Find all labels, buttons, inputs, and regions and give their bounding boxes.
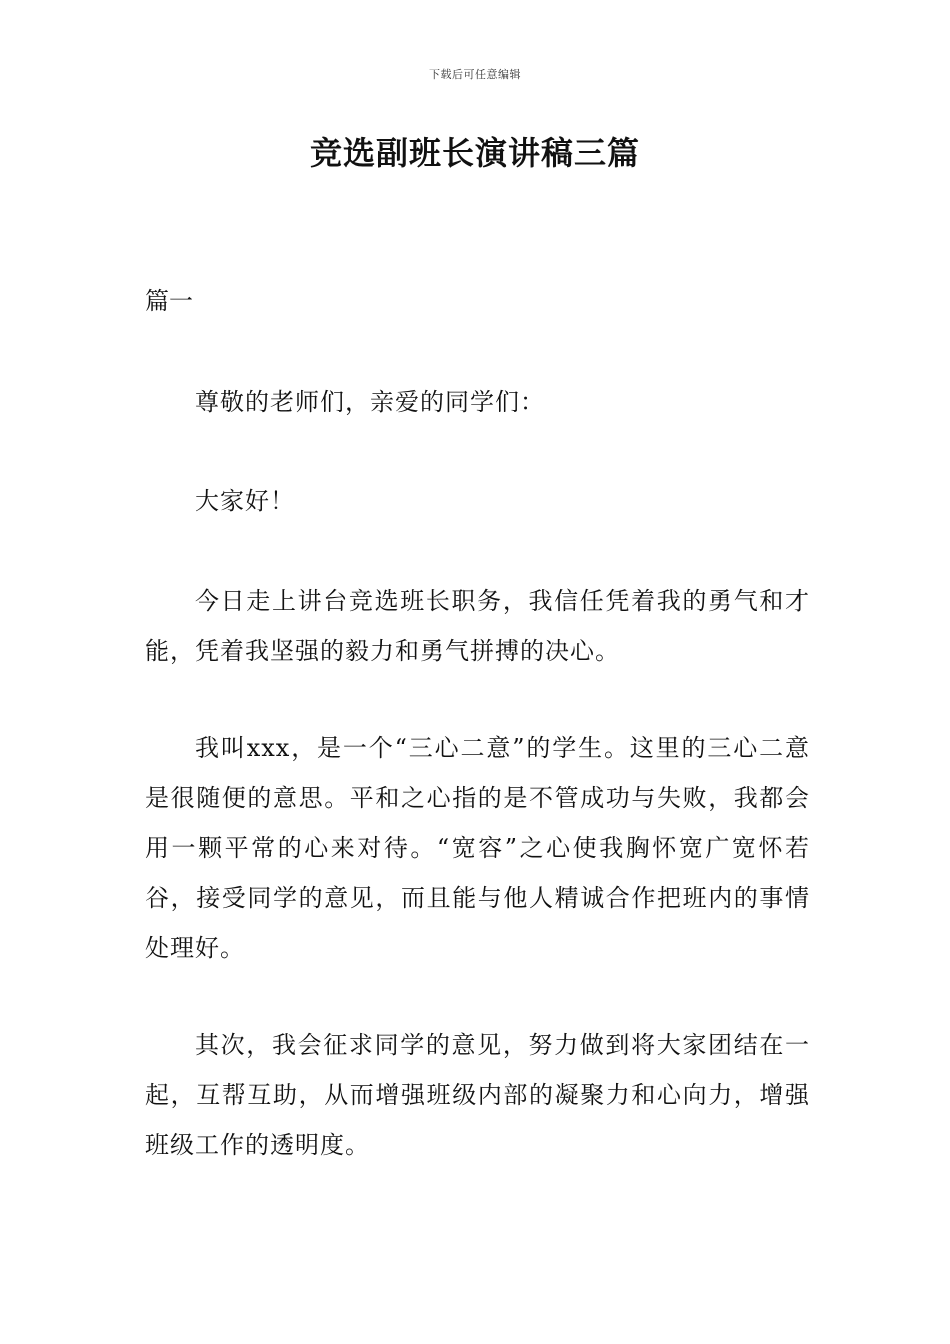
document-title: 竞选副班长演讲稿三篇 [309, 134, 640, 172]
paragraph-intro: 今日走上讲台竞选班长职务，我信任凭着我的勇气和才能，凭着我坚强的毅力和勇气拼搏的决心。 [145, 587, 810, 665]
paragraph-plan: 其次，我会征求同学的意见，努力做到将大家团结在一起，互帮互助，从而增强班级内部的凝聚力和心向力，增强班级工作的透明度。 [145, 1031, 810, 1159]
paragraph-salutation: 尊敬的老师们，亲爱的同学们： [195, 388, 545, 416]
paragraph-self-description: 我叫xxx，是一个“三心二意”的学生。这里的三心二意是很随便的意思。平和之心指的是不管成功与失败，我都会用一颗平常的心来对待。“宽容”之心使我胸怀宽广宽怀若谷，接受同学的意见，而且能与他人精诚合作把班内的事情处理好。 [145, 734, 810, 962]
paragraph-greeting: 大家好！ [195, 487, 295, 515]
section-label: 篇一 [145, 287, 193, 315]
header-note: 下载后可任意编辑 [429, 68, 521, 81]
